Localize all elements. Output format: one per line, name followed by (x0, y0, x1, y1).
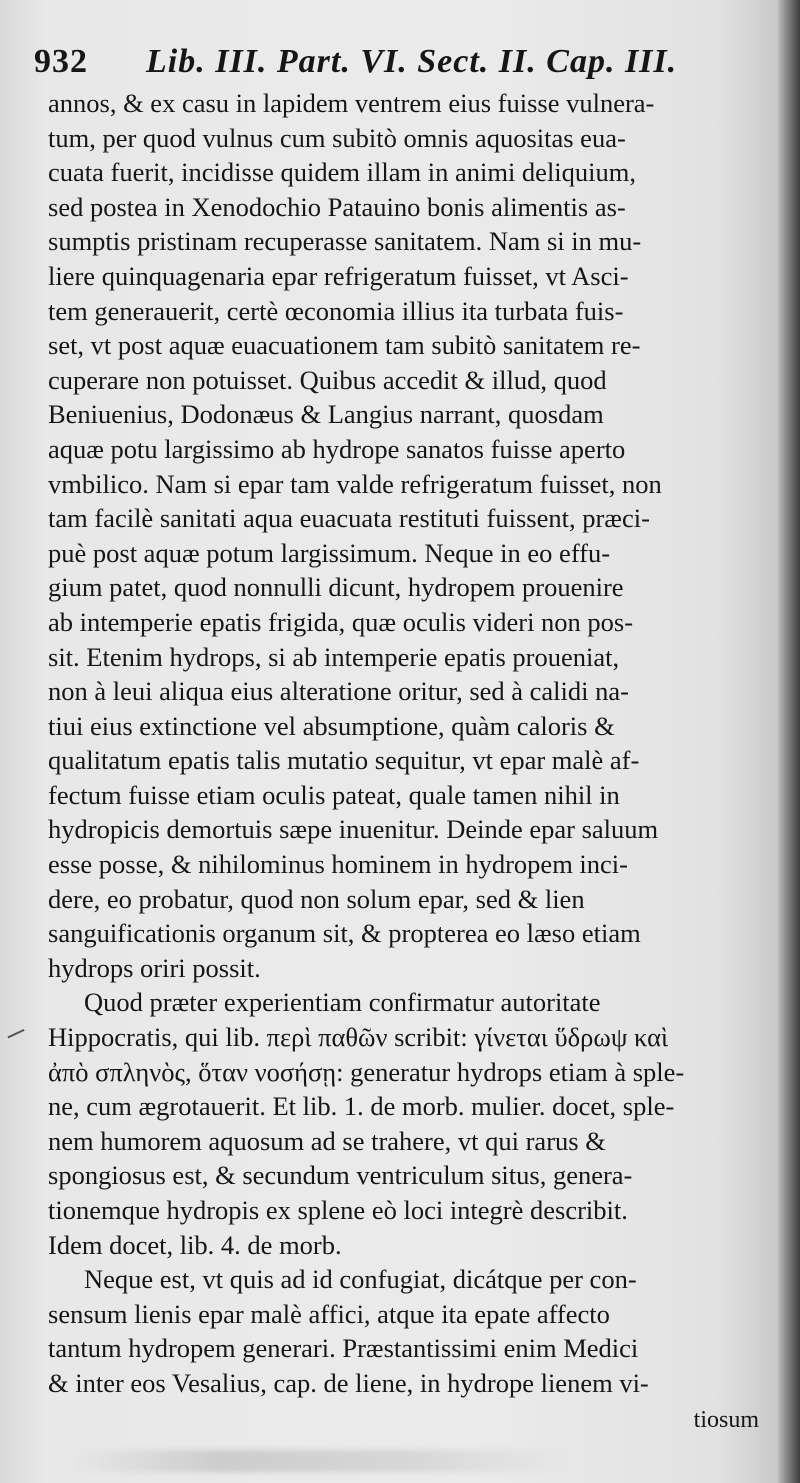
page-header (34, 40, 734, 84)
catchword-line (48, 1401, 763, 1436)
text-line: tam facilè sanitati aqua euacuata restituti fuissent, præci- (48, 503, 650, 534)
text-line: Hippocratis, qui lib. περὶ παθῶν scribit: γίνεται ὕδρωψ καὶ (48, 1022, 669, 1053)
text-line: Idem docet, lib. 4. de morb. (48, 1229, 342, 1260)
text-line: tem generauerit, certè œconomia illius ita turbata fuis- (48, 295, 624, 326)
text-line: tantum hydropem generari. Præstantissimi enim Medici (48, 1333, 639, 1364)
page-edge-shadow (778, 0, 800, 1483)
text-line: sanguificationis organum sit, & propterea eo læso etiam (48, 918, 641, 949)
text-line: puè post aquæ potum largissimum. Neque in eo effu- (48, 537, 611, 568)
text-line: sensum lienis epar malè affici, atque ita epate affecto (48, 1298, 610, 1329)
paragraph-start-line: Neque est, vt quis ad id confugiat, dicátque per con- (84, 1264, 637, 1295)
text-line: tiui eius extinctione vel absumptione, quàm caloris & (48, 710, 615, 741)
text-line: qualitatum epatis talis mutatio sequitur, vt epar malè af- (48, 745, 640, 776)
text-line: Beniuenius, Dodonæus & Langius narrant, quosdam (48, 399, 604, 430)
text-line: sit. Etenim hydrops, si ab intemperie epatis proueniat, (48, 641, 620, 672)
text-line: ne, cum ægrotauerit. Et lib. 1. de morb. mulier. docet, sple- (48, 1091, 675, 1122)
text-line: sed postea in Xenodochio Patauino bonis alimentis as- (48, 191, 626, 222)
text-line: liere quinquagenaria epar refrigeratum fuisset, vt Asci- (48, 260, 629, 291)
text-line: & inter eos Vesalius, cap. de liene, in hydrope lienem vi- (48, 1367, 649, 1398)
body-text (48, 86, 763, 1435)
text-line: annos, & ex casu in lapidem ventrem eius fuisse vulnera- (48, 88, 655, 118)
text-line: nem humorem aquosum ad se trahere, vt qui rarus & (48, 1125, 606, 1156)
text-line: fectum fuisse etiam oculis pateat, quale tamen nihil in (48, 779, 620, 810)
text-line: vmbilico. Nam si epar tam valde refrigeratum fuisset, non (48, 468, 662, 499)
text-line: sumptis pristinam recuperasse sanitatem. Nam si in mu- (48, 226, 642, 257)
text-line: non à leui aliqua eius alteratione oritur, sed à calidi na- (48, 676, 629, 707)
text-line: set, vt post aquæ euacuationem tam subitò sanitatem re- (48, 330, 641, 361)
bleed-through-smudge (70, 1450, 570, 1472)
text-line: esse posse, & nihilominus hominem in hydropem inci- (48, 849, 628, 880)
text-line: ἀπὸ σπληνὸς, ὅταν νοσήσῃ: generatur hydrops etiam à sple- (48, 1056, 685, 1087)
text-line: gium patet, quod nonnulli dicunt, hydropem prouenire (48, 572, 624, 603)
catchword: tiosum (693, 1406, 759, 1433)
running-head: Lib. III. Part. VI. Sect. II. Cap. III. (146, 43, 678, 80)
text-line: tionemque hydropis ex splene eò loci integrè describit. (48, 1195, 628, 1225)
text-line: ab intemperie epatis frigida, quæ oculis videri non pos- (48, 606, 634, 637)
text-line: cuperare non potuisset. Quibus accedit & illud, quod (48, 364, 607, 395)
text-line: hydrops oriri possit. (48, 952, 261, 983)
text-line: aquæ potu largissimo ab hydrope sanatos fuisse aperto (48, 433, 626, 464)
page-number: 932 (34, 43, 88, 80)
text-line: dere, eo probatur, quod non solum epar, sed & lien (48, 883, 585, 914)
text-line: cuata fuerit, incidisse quidem illam in animi deliquium, (48, 157, 637, 188)
text-line: spongiosus est, & secundum ventriculum situs, genera- (48, 1160, 633, 1191)
text-line: hydropicis demortuis sæpe inuenitur. Deinde epar saluum (48, 814, 659, 845)
paragraph-start-line: Quod præter experientiam confirmatur autoritate (84, 987, 601, 1018)
text-line: tum, per quod vulnus cum subitò omnis aquositas eua- (48, 122, 626, 153)
